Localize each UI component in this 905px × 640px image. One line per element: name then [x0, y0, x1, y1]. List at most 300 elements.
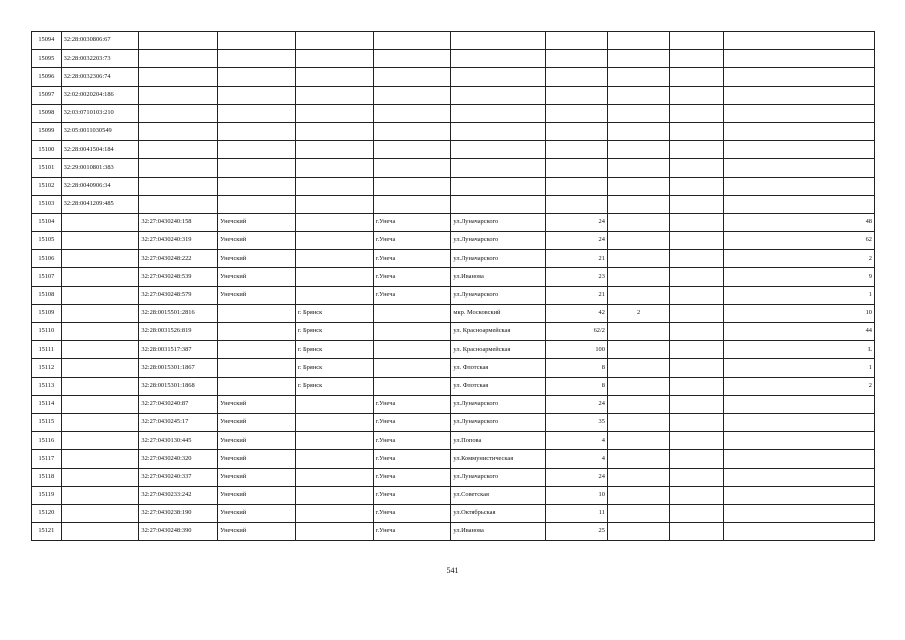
cadastral-number-b-cell — [139, 141, 218, 159]
row-number-cell: 15120 — [32, 504, 62, 522]
row-number-cell: 15109 — [32, 304, 62, 322]
cadastral-number-b-cell — [139, 32, 218, 50]
trailing-cell — [670, 486, 723, 504]
cadastral-number-b-cell: 32:27:0430248:222 — [139, 250, 218, 268]
city-a-cell — [295, 177, 373, 195]
table-row — [32, 86, 875, 104]
row-number-cell: 15105 — [32, 232, 62, 250]
cadastral-number-a-cell — [61, 504, 139, 522]
trailing-cell — [670, 304, 723, 322]
row-number-cell: 15103 — [32, 195, 62, 213]
cadastral-number-b-cell: 32:27:0430248:579 — [139, 286, 218, 304]
building-cell — [607, 86, 669, 104]
house-number-cell — [545, 141, 607, 159]
cadastral-number-b-cell: 32:27:0430248:539 — [139, 268, 218, 286]
cadastral-number-b-cell — [139, 177, 218, 195]
city-b-cell — [373, 50, 451, 68]
apartment-cell — [723, 50, 874, 68]
apartment-cell: 9 — [723, 268, 874, 286]
table-row — [32, 32, 875, 50]
apartment-cell — [723, 122, 874, 140]
city-a-cell — [295, 395, 373, 413]
cadastral-number-a-cell — [61, 486, 139, 504]
city-b-cell — [373, 68, 451, 86]
trailing-cell — [670, 504, 723, 522]
trailing-cell — [670, 232, 723, 250]
building-cell — [607, 432, 669, 450]
trailing-cell — [670, 159, 723, 177]
building-cell — [607, 523, 669, 541]
street-cell: ул.Коммунистическая — [451, 450, 545, 468]
apartment-cell: 2 — [723, 250, 874, 268]
building-cell — [607, 413, 669, 431]
house-number-cell — [545, 50, 607, 68]
table-row — [32, 486, 875, 504]
district-cell: Унечский — [218, 504, 296, 522]
row-number-cell: 15110 — [32, 323, 62, 341]
table-row — [32, 232, 875, 250]
district-cell — [218, 159, 296, 177]
cadastral-number-a-cell — [61, 377, 139, 395]
cadastral-number-a-cell — [61, 250, 139, 268]
row-number-cell: 15100 — [32, 141, 62, 159]
city-a-cell — [295, 286, 373, 304]
district-cell: Унечский — [218, 432, 296, 450]
district-cell — [218, 177, 296, 195]
district-cell — [218, 68, 296, 86]
street-cell — [451, 195, 545, 213]
district-cell — [218, 32, 296, 50]
building-cell — [607, 213, 669, 231]
trailing-cell — [670, 359, 723, 377]
city-a-cell — [295, 195, 373, 213]
city-b-cell: г.Унеча — [373, 432, 451, 450]
house-number-cell — [545, 177, 607, 195]
trailing-cell — [670, 195, 723, 213]
row-number-cell: 15106 — [32, 250, 62, 268]
building-cell — [607, 32, 669, 50]
building-cell — [607, 268, 669, 286]
city-a-cell — [295, 68, 373, 86]
row-number-cell: 15115 — [32, 413, 62, 431]
row-number-cell: 15116 — [32, 432, 62, 450]
building-cell — [607, 68, 669, 86]
row-number-cell: 15118 — [32, 468, 62, 486]
cadastral-number-b-cell: 32:27:0430240:320 — [139, 450, 218, 468]
city-b-cell: г.Унеча — [373, 213, 451, 231]
district-cell: Унечский — [218, 413, 296, 431]
building-cell — [607, 250, 669, 268]
building-cell — [607, 122, 669, 140]
city-b-cell — [373, 195, 451, 213]
city-b-cell — [373, 377, 451, 395]
street-cell: ул.Советская — [451, 486, 545, 504]
building-cell — [607, 377, 669, 395]
cadastral-number-a-cell — [61, 341, 139, 359]
city-b-cell — [373, 177, 451, 195]
district-cell — [218, 304, 296, 322]
city-b-cell — [373, 86, 451, 104]
table-row — [32, 141, 875, 159]
table-row — [32, 468, 875, 486]
apartment-cell: L — [723, 341, 874, 359]
cadastral-number-a-cell: 32:02:0020204:186 — [61, 86, 139, 104]
table-row — [32, 359, 875, 377]
building-cell — [607, 177, 669, 195]
building-cell — [607, 195, 669, 213]
cadastral-number-a-cell — [61, 359, 139, 377]
house-number-cell — [545, 195, 607, 213]
street-cell — [451, 104, 545, 122]
house-number-cell: 35 — [545, 413, 607, 431]
house-number-cell: 21 — [545, 250, 607, 268]
cadastral-number-a-cell — [61, 413, 139, 431]
table-row — [32, 177, 875, 195]
trailing-cell — [670, 177, 723, 195]
street-cell — [451, 32, 545, 50]
district-cell — [218, 323, 296, 341]
district-cell — [218, 50, 296, 68]
building-cell — [607, 486, 669, 504]
street-cell: ул.Луначарского — [451, 232, 545, 250]
street-cell: ул.Иванова — [451, 523, 545, 541]
trailing-cell — [670, 341, 723, 359]
cadastral-number-b-cell: 32:28:0015501:2816 — [139, 304, 218, 322]
street-cell: ул.Луначарского — [451, 250, 545, 268]
trailing-cell — [670, 468, 723, 486]
city-a-cell — [295, 122, 373, 140]
cadastral-number-a-cell — [61, 286, 139, 304]
cadastral-number-a-cell: 32:28:0040906:34 — [61, 177, 139, 195]
district-cell — [218, 86, 296, 104]
street-cell — [451, 159, 545, 177]
cadastral-number-a-cell — [61, 232, 139, 250]
house-number-cell — [545, 68, 607, 86]
building-cell: 2 — [607, 304, 669, 322]
trailing-cell — [670, 450, 723, 468]
city-a-cell — [295, 504, 373, 522]
city-b-cell: г.Унеча — [373, 268, 451, 286]
cadastral-number-a-cell — [61, 468, 139, 486]
house-number-cell: 42 — [545, 304, 607, 322]
cadastral-number-b-cell — [139, 195, 218, 213]
street-cell — [451, 86, 545, 104]
building-cell — [607, 104, 669, 122]
cadastral-number-b-cell — [139, 122, 218, 140]
street-cell: ул. Красноармейская — [451, 323, 545, 341]
row-number-cell: 15102 — [32, 177, 62, 195]
house-number-cell: 24 — [545, 213, 607, 231]
cadastral-number-b-cell: 32:28:0015301:1868 — [139, 377, 218, 395]
district-cell: Унечский — [218, 286, 296, 304]
trailing-cell — [670, 250, 723, 268]
district-cell: Унечский — [218, 250, 296, 268]
district-cell — [218, 122, 296, 140]
cadastral-number-a-cell: 32:28:0032306:74 — [61, 68, 139, 86]
cadastral-number-b-cell: 32:27:0430130:445 — [139, 432, 218, 450]
table-row — [32, 323, 875, 341]
row-number-cell: 15111 — [32, 341, 62, 359]
city-b-cell: г.Унеча — [373, 523, 451, 541]
city-a-cell — [295, 468, 373, 486]
city-a-cell — [295, 32, 373, 50]
table-row — [32, 504, 875, 522]
city-b-cell: г.Унеча — [373, 286, 451, 304]
cadastral-number-b-cell: 32:28:0015301:1867 — [139, 359, 218, 377]
city-b-cell: г.Унеча — [373, 450, 451, 468]
apartment-cell: 10 — [723, 304, 874, 322]
cadastral-number-b-cell — [139, 104, 218, 122]
table-row — [32, 523, 875, 541]
apartment-cell: 48 — [723, 213, 874, 231]
cadastral-number-b-cell: 32:27:0430248:390 — [139, 523, 218, 541]
table-row — [32, 122, 875, 140]
house-number-cell: 21 — [545, 286, 607, 304]
house-number-cell: 62/2 — [545, 323, 607, 341]
trailing-cell — [670, 104, 723, 122]
table-row — [32, 341, 875, 359]
apartment-cell — [723, 486, 874, 504]
apartment-cell — [723, 413, 874, 431]
table-row — [32, 268, 875, 286]
district-cell: Унечский — [218, 468, 296, 486]
district-cell: Унечский — [218, 523, 296, 541]
street-cell: ул.Попова — [451, 432, 545, 450]
district-cell: Унечский — [218, 232, 296, 250]
cadastral-number-a-cell: 32:28:0041504:184 — [61, 141, 139, 159]
apartment-cell — [723, 32, 874, 50]
city-a-cell — [295, 413, 373, 431]
trailing-cell — [670, 32, 723, 50]
house-number-cell: 25 — [545, 523, 607, 541]
building-cell — [607, 50, 669, 68]
city-b-cell: г.Унеча — [373, 504, 451, 522]
row-number-cell: 15107 — [32, 268, 62, 286]
cadastral-number-a-cell — [61, 450, 139, 468]
cadastral-number-a-cell: 32:28:0032203:73 — [61, 50, 139, 68]
city-b-cell — [373, 104, 451, 122]
cadastral-number-a-cell: 32:28:0041209:485 — [61, 195, 139, 213]
building-cell — [607, 504, 669, 522]
trailing-cell — [670, 50, 723, 68]
building-cell — [607, 450, 669, 468]
district-cell: Унечский — [218, 486, 296, 504]
apartment-cell: 2 — [723, 377, 874, 395]
trailing-cell — [670, 122, 723, 140]
cadastral-number-a-cell: 32:29:0010801:383 — [61, 159, 139, 177]
street-cell: ул. Флотская — [451, 377, 545, 395]
apartment-cell — [723, 159, 874, 177]
cadastral-number-b-cell: 32:27:0430245:17 — [139, 413, 218, 431]
trailing-cell — [670, 523, 723, 541]
city-a-cell — [295, 268, 373, 286]
city-a-cell — [295, 523, 373, 541]
city-b-cell — [373, 141, 451, 159]
cadastral-number-b-cell: 32:28:0031517:387 — [139, 341, 218, 359]
apartment-cell — [723, 104, 874, 122]
house-number-cell — [545, 32, 607, 50]
street-cell: ул.Луначарского — [451, 213, 545, 231]
city-a-cell: г. Брянск — [295, 359, 373, 377]
city-a-cell — [295, 86, 373, 104]
trailing-cell — [670, 286, 723, 304]
house-number-cell: 100 — [545, 341, 607, 359]
building-cell — [607, 323, 669, 341]
building-cell — [607, 359, 669, 377]
house-number-cell: 4 — [545, 450, 607, 468]
city-b-cell: г.Унеча — [373, 250, 451, 268]
table-row — [32, 304, 875, 322]
cadastral-number-b-cell — [139, 68, 218, 86]
street-cell: ул.Октябрьская — [451, 504, 545, 522]
apartment-cell: 1 — [723, 286, 874, 304]
table-row — [32, 286, 875, 304]
city-b-cell — [373, 32, 451, 50]
district-cell: Унечский — [218, 268, 296, 286]
cadastral-number-a-cell — [61, 268, 139, 286]
street-cell — [451, 141, 545, 159]
cadastral-number-b-cell: 32:27:0430238:190 — [139, 504, 218, 522]
trailing-cell — [670, 86, 723, 104]
trailing-cell — [670, 268, 723, 286]
city-b-cell: г.Унеча — [373, 468, 451, 486]
district-cell: Унечский — [218, 213, 296, 231]
cadastral-number-b-cell — [139, 50, 218, 68]
street-cell: ул.Луначарского — [451, 286, 545, 304]
city-b-cell — [373, 159, 451, 177]
building-cell — [607, 232, 669, 250]
page-number: 541 — [446, 566, 459, 575]
cadastral-number-b-cell — [139, 159, 218, 177]
row-number-cell: 15121 — [32, 523, 62, 541]
apartment-cell: 1 — [723, 359, 874, 377]
row-number-cell: 15099 — [32, 122, 62, 140]
apartment-cell — [723, 141, 874, 159]
street-cell — [451, 50, 545, 68]
cadastral-number-a-cell: 32:05:0011030549 — [61, 122, 139, 140]
building-cell — [607, 141, 669, 159]
street-cell: ул.Луначарского — [451, 413, 545, 431]
city-a-cell: г. Брянск — [295, 341, 373, 359]
apartment-cell — [723, 468, 874, 486]
district-cell — [218, 377, 296, 395]
street-cell: мкр. Московский — [451, 304, 545, 322]
cadastral-number-a-cell — [61, 523, 139, 541]
house-number-cell — [545, 104, 607, 122]
apartment-cell — [723, 395, 874, 413]
trailing-cell — [670, 395, 723, 413]
city-a-cell — [295, 141, 373, 159]
apartment-cell — [723, 450, 874, 468]
district-cell — [218, 359, 296, 377]
row-number-cell: 15096 — [32, 68, 62, 86]
row-number-cell: 15113 — [32, 377, 62, 395]
table-row — [32, 104, 875, 122]
cadastral-number-a-cell — [61, 432, 139, 450]
city-a-cell — [295, 432, 373, 450]
street-cell: ул.Луначарского — [451, 395, 545, 413]
apartment-cell — [723, 523, 874, 541]
row-number-cell: 15098 — [32, 104, 62, 122]
apartment-cell: 62 — [723, 232, 874, 250]
city-b-cell — [373, 304, 451, 322]
cadastral-number-b-cell: 32:27:0430240:158 — [139, 213, 218, 231]
district-cell: Унечский — [218, 395, 296, 413]
table-row — [32, 395, 875, 413]
city-a-cell — [295, 232, 373, 250]
house-number-cell: 24 — [545, 468, 607, 486]
district-cell — [218, 141, 296, 159]
cadastral-number-a-cell — [61, 395, 139, 413]
house-number-cell: 11 — [545, 504, 607, 522]
city-a-cell — [295, 213, 373, 231]
table-row — [32, 377, 875, 395]
registry-table — [31, 31, 875, 541]
row-number-cell: 15101 — [32, 159, 62, 177]
building-cell — [607, 159, 669, 177]
row-number-cell: 15104 — [32, 213, 62, 231]
row-number-cell: 15094 — [32, 32, 62, 50]
city-a-cell — [295, 250, 373, 268]
trailing-cell — [670, 213, 723, 231]
row-number-cell: 15097 — [32, 86, 62, 104]
house-number-cell — [545, 86, 607, 104]
apartment-cell — [723, 68, 874, 86]
cadastral-number-a-cell: 32:28:0030806:67 — [61, 32, 139, 50]
row-number-cell: 15117 — [32, 450, 62, 468]
table-row — [32, 413, 875, 431]
trailing-cell — [670, 323, 723, 341]
district-cell — [218, 104, 296, 122]
row-number-cell: 15108 — [32, 286, 62, 304]
city-b-cell: г.Унеча — [373, 413, 451, 431]
row-number-cell: 15095 — [32, 50, 62, 68]
cadastral-number-a-cell — [61, 213, 139, 231]
city-a-cell: г. Брянск — [295, 323, 373, 341]
trailing-cell — [670, 141, 723, 159]
cadastral-number-b-cell: 32:27:0430233:242 — [139, 486, 218, 504]
row-number-cell: 15114 — [32, 395, 62, 413]
street-cell: ул. Флотская — [451, 359, 545, 377]
table-row — [32, 68, 875, 86]
apartment-cell — [723, 195, 874, 213]
table-row — [32, 432, 875, 450]
house-number-cell — [545, 122, 607, 140]
cadastral-number-b-cell: 32:27:0430240:87 — [139, 395, 218, 413]
district-cell — [218, 341, 296, 359]
house-number-cell: 8 — [545, 377, 607, 395]
city-b-cell: г.Унеча — [373, 395, 451, 413]
apartment-cell: 44 — [723, 323, 874, 341]
city-b-cell: г.Унеча — [373, 232, 451, 250]
apartment-cell — [723, 432, 874, 450]
street-cell — [451, 177, 545, 195]
house-number-cell: 24 — [545, 232, 607, 250]
city-b-cell: г.Унеча — [373, 486, 451, 504]
city-a-cell: г. Брянск — [295, 304, 373, 322]
table-row — [32, 450, 875, 468]
cadastral-number-a-cell — [61, 323, 139, 341]
house-number-cell: 4 — [545, 432, 607, 450]
street-cell: ул.Луначарского — [451, 468, 545, 486]
cadastral-number-b-cell: 32:27:0430240:319 — [139, 232, 218, 250]
house-number-cell: 8 — [545, 359, 607, 377]
city-a-cell — [295, 450, 373, 468]
cadastral-number-b-cell — [139, 86, 218, 104]
trailing-cell — [670, 68, 723, 86]
street-cell: ул. Красноармейская — [451, 341, 545, 359]
building-cell — [607, 468, 669, 486]
